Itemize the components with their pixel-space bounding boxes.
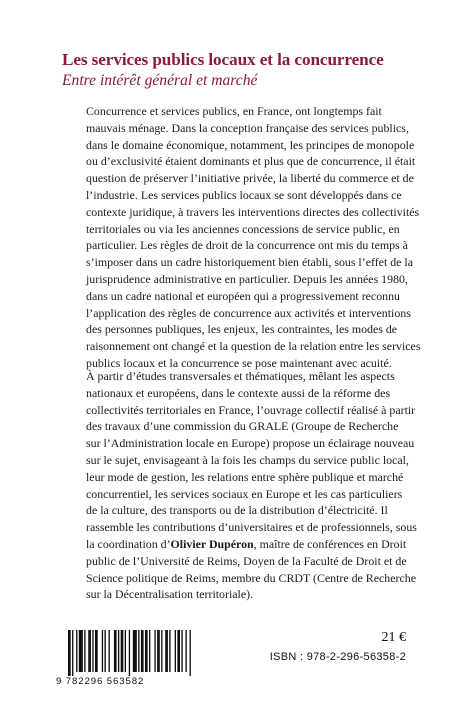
paragraph2-line: rassemble les contributions d’universitaires et de professionnels, sous	[86, 520, 417, 535]
paragraph1-line: l’application des règles de concurrence aux activités et interventions	[86, 305, 411, 320]
barcode-bar	[129, 630, 130, 676]
paragraph1-line: ou d’exclusivité étaient dominants et plus que de concurrence, il était	[86, 154, 416, 169]
barcode-bar	[121, 630, 124, 672]
barcode-bar	[138, 630, 139, 672]
barcode-bar	[141, 630, 144, 672]
barcode-bar	[161, 630, 162, 672]
barcode-bar	[88, 630, 91, 672]
barcode-bars	[56, 630, 196, 676]
barcode-bar	[102, 630, 103, 672]
paragraph1-line: mauvais ménage. Dans la conception française des services publics,	[86, 120, 409, 135]
barcode-bar	[190, 630, 191, 676]
book-title: Les services publics locaux et la concurrence	[62, 50, 384, 69]
paragraph2-line: leur mode de gestion, les relations entre sphère publique et marché	[86, 469, 404, 484]
paragraph1-line: dans un cadre national et européen qui a progressivement reconnu	[86, 288, 400, 303]
paragraph1-line: Concurrence et services publics, en France, ont longtemps fait	[86, 104, 382, 118]
barcode-bar	[145, 630, 148, 672]
barcode	[56, 630, 196, 690]
barcode-bar	[177, 630, 180, 672]
barcode-bar	[114, 630, 117, 672]
barcode-bar	[169, 630, 170, 672]
barcode-bar	[68, 630, 71, 676]
paragraph1-line: des personnes publiques, les enjeux, les contraintes, les modes de	[86, 322, 398, 337]
barcode-bar	[118, 630, 119, 672]
barcode-bar	[95, 630, 98, 672]
barcode-digits: 9 782296 563582	[56, 676, 145, 687]
barcode-bar	[72, 630, 73, 676]
barcode-bar	[157, 630, 160, 672]
paragraph1-line: jurisprudence administrative en particulier. Depuis les années 1980,	[86, 271, 408, 286]
paragraph2-line: nationaux et européens, dans le contexte aussi de la réforme des	[86, 385, 391, 400]
description-paragraph-1	[86, 103, 421, 372]
paragraph2-line: la coordination d’Olivier Dupéron, maître de conférences en Droit	[86, 536, 407, 551]
barcode-bar	[133, 630, 137, 672]
paragraph2-line: Science politique de Reims, membre du CRDT (Centre de Recherche	[86, 570, 416, 585]
paragraph2-line: sur le sujet, envisageant à la fois les champs du service public local,	[86, 452, 409, 467]
author-name: Olivier Dupéron	[170, 536, 254, 551]
barcode-bar	[84, 630, 85, 672]
barcode-bar	[79, 630, 83, 672]
barcode-bar	[185, 630, 186, 672]
paragraph1-line: dans le domaine économique, notamment, les principes de monopole	[86, 137, 415, 152]
paragraph1-line: contexte juridique, à travers les interventions directes des collectivités	[86, 204, 420, 219]
paragraph2-line: de la culture, des transports ou de la distribution d’électricité. Il	[86, 503, 388, 518]
isbn: ISBN : 978-2-296-56358-2	[269, 651, 406, 663]
barcode-bar	[165, 630, 168, 672]
paragraph1-line: publics locaux et la concurrence se pose maintenant avec acuité.	[86, 355, 392, 370]
paragraph1-line: particulier. Les règles de droit de la concurrence ont mis du temps à	[86, 238, 408, 253]
paragraph1-line: territoriales ou via les anciennes concessions de service public, en	[86, 221, 400, 236]
paragraph1-line: l’industrie. Les services publics locaux se sont développés dans ce	[86, 187, 402, 202]
barcode-bar	[109, 630, 110, 672]
book-subtitle: Entre intérêt général et marché	[62, 72, 258, 89]
barcode-bar	[76, 630, 77, 672]
paragraph1-line: s’imposer dans un cadre historiquement bien établi, sous l’effet de la	[86, 255, 414, 270]
paragraph2-line: public de l’Université de Reims, Doyen de la Faculté de Droit et de	[86, 553, 407, 568]
paragraph1-line: raisonnement ont changé et la question de la relation entre les services	[86, 339, 421, 354]
barcode-bar	[175, 630, 176, 672]
paragraph2-line: À partir d’études transversales et thématiques, mêlant les aspects	[86, 369, 395, 383]
paragraph2-line: concurrentiel, les services sociaux en Europe et les cas particuliers	[86, 486, 403, 501]
paragraph2-line: collectivités territoriales en France, l’ouvrage collectif réalisé à partir	[86, 402, 416, 417]
paragraph2-line: sur l’Administration locale en Europe) propose un éclairage nouveau	[86, 436, 415, 451]
paragraph2-line: des travaux d’une commission du GRALE (Groupe de Recherche	[86, 419, 399, 434]
paragraph1-line: question de préserver l’initiative privée, la liberté du commerce et de	[86, 171, 414, 186]
barcode-bar	[181, 630, 182, 672]
barcode-bar	[104, 630, 105, 672]
price: 21 €	[381, 630, 406, 645]
barcode-bar	[125, 630, 126, 672]
barcode-bar	[149, 630, 150, 672]
barcode-bar	[154, 630, 155, 672]
barcode-bar	[92, 630, 93, 672]
paragraph2-line: sur la Décentralisation territoriale).	[86, 587, 254, 602]
description-paragraph-2	[86, 368, 417, 603]
